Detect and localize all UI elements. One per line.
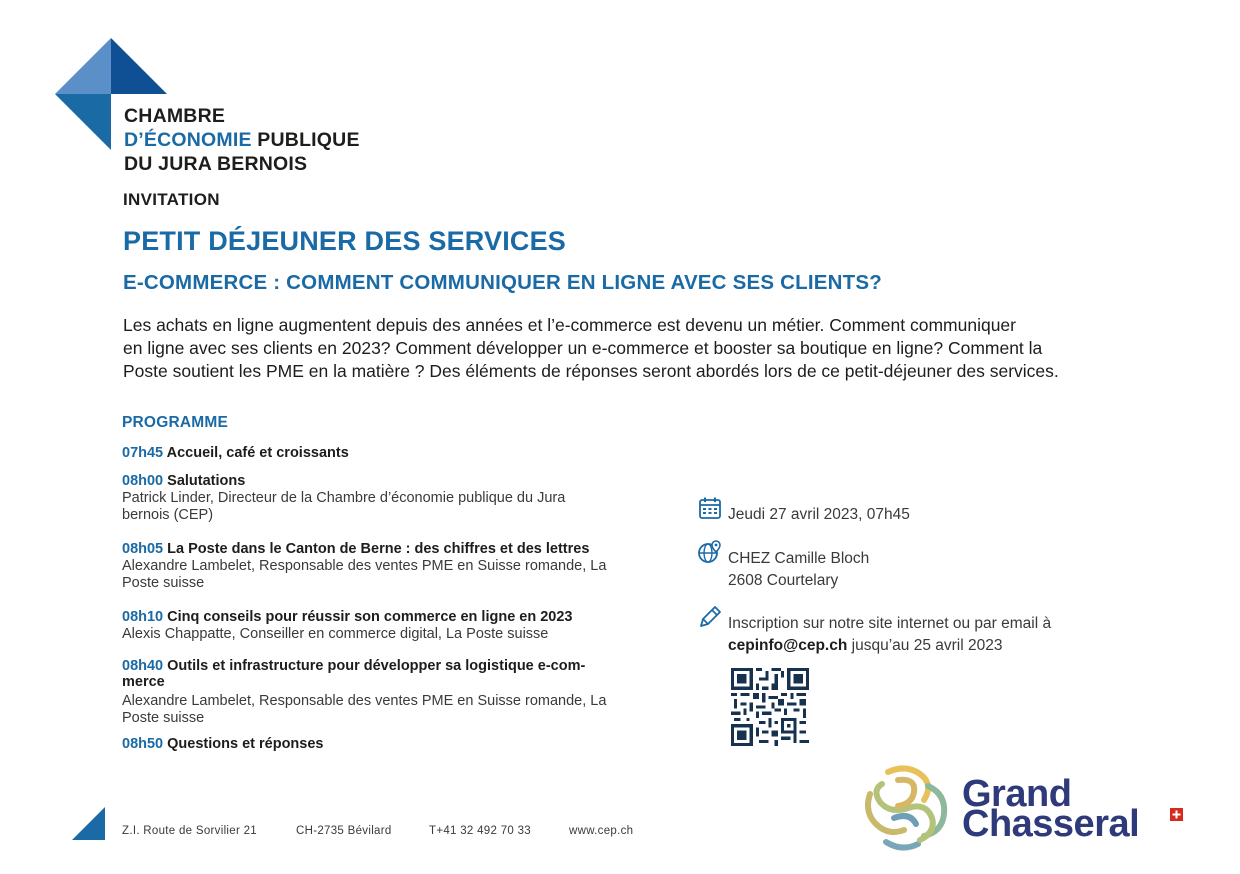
invitation-label: INVITATION xyxy=(123,190,220,209)
swiss-flag-icon xyxy=(1170,808,1183,821)
org-name-line3: DU JURA BERNOIS xyxy=(124,153,308,175)
footer-website-link[interactable]: www.cep.ch xyxy=(569,825,634,837)
event-subtitle: E-COMMERCE : COMMENT COMMUNIQUER EN LIGNE AVEC SES CLIENTS? xyxy=(123,271,882,294)
qr-code[interactable] xyxy=(731,668,809,746)
programme-item: 07h45 Accueil, café et croissants xyxy=(122,445,349,461)
partner-name-line2: Chasseral xyxy=(962,803,1140,845)
event-title: PETIT DÉJEUNER DES SERVICES xyxy=(123,226,567,256)
programme-item: 08h00 Salutations Patrick Linder, Directeur de la Chambre d’économie publique du Jura bernois (CEP) xyxy=(122,473,566,523)
programme-item: 08h05 La Poste dans le Canton de Berne : des chiffres et des lettres Alexandre Lambelet, Responsable des ventes PME en Suisse romande, La Poste suisse xyxy=(122,541,607,591)
registration-email-link[interactable]: cepinfo@cep.ch xyxy=(728,637,848,654)
calendar-icon xyxy=(698,496,722,520)
programme-item: 08h50 Questions et réponses xyxy=(122,736,324,752)
programme-heading: PROGRAMME xyxy=(122,414,228,431)
event-date: Jeudi 27 avril 2023, 07h45 xyxy=(728,506,910,523)
footer-logo-triangle xyxy=(72,807,105,840)
org-name-line2: D’ÉCONOMIE PUBLIQUE xyxy=(124,129,360,151)
programme-item: 08h40 Outils et infrastructure pour développer sa logistique e-com-merce Alexandre Lambelet, Responsable des ventes PME en Suisse romande, La Poste suisse xyxy=(122,658,607,726)
location-globe-icon xyxy=(698,540,722,564)
footer-address: Z.I. Route de Sorvilier 21 xyxy=(122,825,257,837)
event-location: CHEZ Camille Bloch 2608 Courtelary xyxy=(728,550,870,589)
footer-phone: T+41 32 492 70 33 xyxy=(429,825,531,837)
intro-paragraph: Les achats en ligne augmentent depuis des années et l’e-commerce est devenu un métier. Comment communiquer en ligne avec ses clients en 2023? Comment développer un e-commerce et booster sa boutique en ligne? Comment la Poste soutient les PME en la matière ? Des éléments de réponses seront abordés lors de ce petit-déjeuner des services. xyxy=(123,315,1059,381)
pen-icon xyxy=(698,605,722,629)
programme-item: 08h10 Cinq conseils pour réussir son commerce en ligne en 2023 Alexis Chappatte, Conseiller en commerce digital, La Poste suisse xyxy=(122,609,573,642)
footer-city: CH-2735 Bévilard xyxy=(296,825,392,837)
partner-name-line1: Grand xyxy=(962,773,1072,815)
registration-info: Inscription sur notre site internet ou par email à cepinfo@cep.ch jusqu’au 25 avril 2023 xyxy=(728,615,1052,654)
org-name-line1: CHAMBRE xyxy=(124,105,226,127)
grand-chasseral-logo-mark xyxy=(858,760,954,854)
